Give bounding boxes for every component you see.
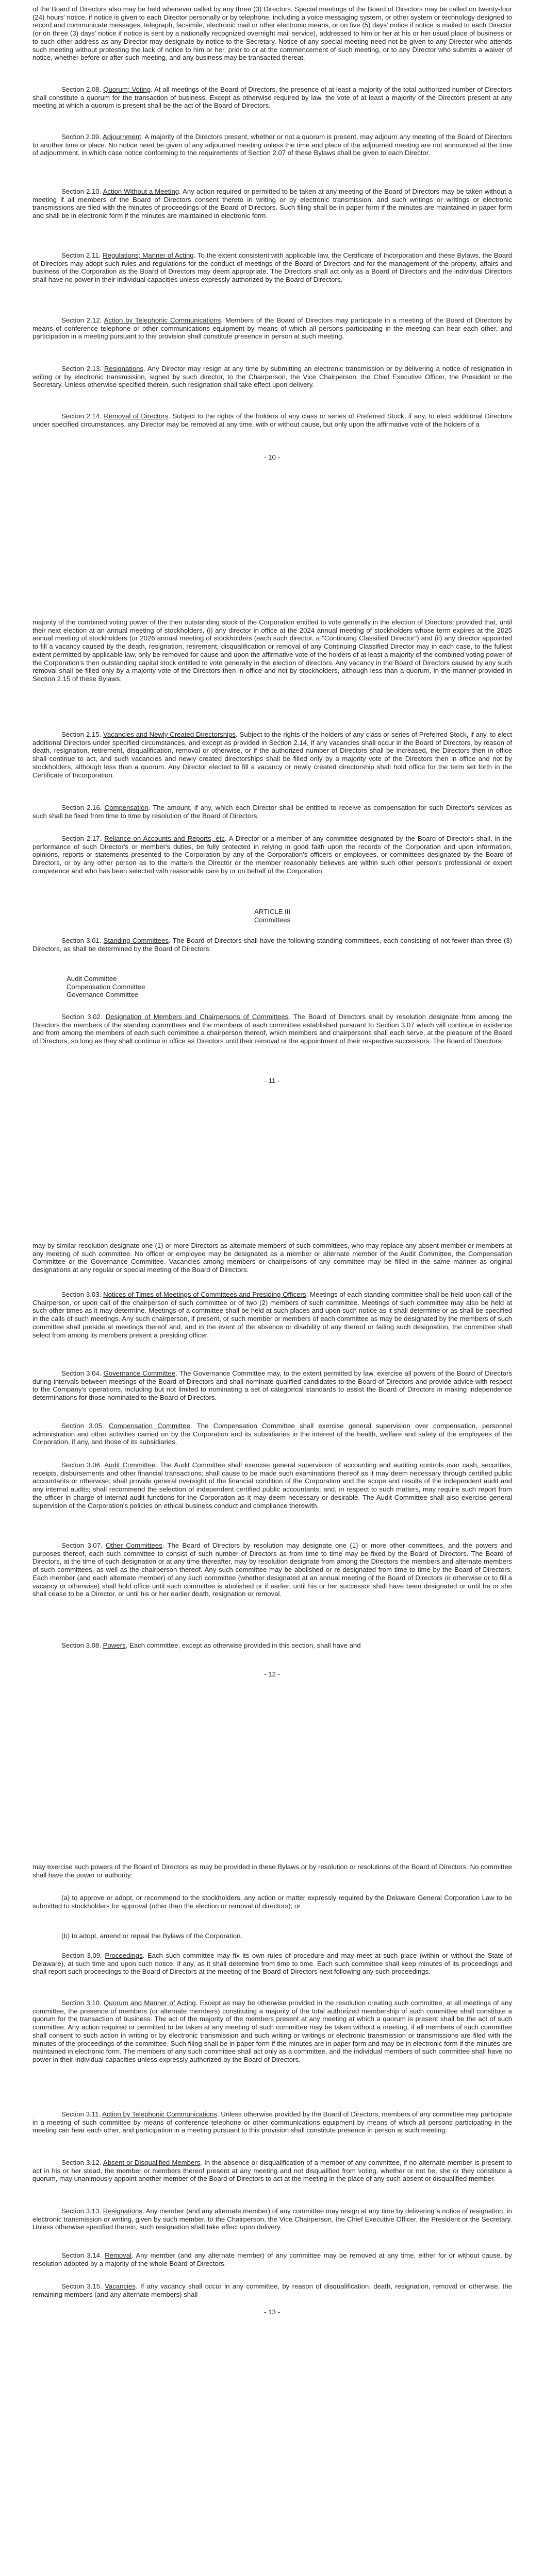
section-3-04: Section 3.04. Governance Committee. The Governance Committee may, to the extent permitted by law, exercise all powers of the Board of Directors during intervals between meetings of the Board of Directors and shall nominate qualified candidates to the Board of Directors and provide advice with respect to the Company's operations, including but not limited to nominating a set of categorical standards to assist the Board of Directors in making independence determinations for those nominated to the Board of Directors. bbox=[32, 1369, 512, 1402]
page-number: - 13 - bbox=[264, 2308, 280, 2316]
section-3-11: Section 3.11. Action by Telephonic Communications. Unless otherwise provided by the Board of Directors, members of any committee may participate in a meeting of such committee by means of conference telephone or other communications equipment by means of which all persons participating in the meeting can hear each other, and participation in a meeting pursuant to this provision shall constitute presence in person at such meeting. bbox=[32, 2110, 512, 2134]
section-2-12: Section 2.12. Action by Telephonic Communications. Members of the Board of Directors may participate in a meeting of the Board of Directors by means of conference telephone or other communications equipment by means of which all persons participating in the meeting can hear each other, and participation in a meeting pursuant to this provision shall constitute presence in person at such meeting. bbox=[32, 316, 512, 341]
section-3-13: Section 3.13. Resignations. Any member (and any alternate member) of any committee may resign at any time by delivering a notice of resignation, in electronic transmission or writing, given by such member, to the Chairperson, the Vice Chairperson, the Chief Executive Officer, the President or the Secretary. Unless otherwise specified therein, such resignation shall take effect upon delivery. bbox=[32, 2207, 512, 2231]
section-title: Compensation bbox=[104, 804, 149, 811]
section-2-13: Section 2.13. Resignations. Any Director may resign at any time by submitting an electronic transmission or by delivering a notice of resignation in writing or by electronic transmission, signed by such director, to the Chairperson, the Vice Chairperson, the Chief Executive Officer, the President or the Secretary. Unless otherwise specified therein, such resignation shall take effect upon delivery. bbox=[32, 365, 512, 389]
section-title: Adjournment bbox=[102, 133, 141, 141]
page-10-intro: of the Board of Directors also may be held whenever called by any three (3) Directors. Special meetings of the Board of Directors may be called on twenty-four (24) hours' notice, if notice is given to each Director personally or by telephone, including a voice messaging system, or other system or technology designed to record and communicate messages, telegraph, facsimile, electronic mail or other electronic means, or on five (5) days' notice if notice is mailed to each Director (or on three (3) days' notice if notice is sent by a nationally recognized overnight mail service), addressed to him or her at his or her usual place of business or to such other address as any Director may designate by notice to the Secretary. Notice of any special meeting need not be given to any Director who attends such meeting without protesting the lack of notice to him or her, prior to or at the commencement of such meeting, or to any Director who submits a waiver of notice, whether before or after such meeting, and any business may be transacted thereat. bbox=[32, 5, 512, 62]
item-a: (a) to approve or adopt, or recommend to the stockholders, any action or matter expressly required by the Delaware General Corporation Law to be submitted to stockholders for approval (other than the election or removal of directors); or bbox=[32, 1894, 512, 1910]
section-3-14: Section 3.14. Removal. Any member (and any alternate member) of any committee may be removed at any time, either for or without cause, by resolution adopted by a majority of the whole Board of Directors. bbox=[32, 2251, 513, 2267]
section-2-09: Section 2.09. Adjournment. A majority of the Directors present, whether or not a quorum is present, may adjourn any meeting of the Board of Directors to another time or place. No notice need be given of any adjourned meeting unless the time and place of the adjourned meeting are not announced at the time of adjournment, in which case notice conforming to the requirements of Section 2.07 of these Bylaws shall be given to each Director. bbox=[32, 133, 512, 157]
section-2-08: Section 2.08. Quorum; Voting. At all meetings of the Board of Directors, the presence of at least a majority of the total authorized number of Directors shall constitute a quorum for the transaction of business. Except as otherwise required by law, the vote of at least a majority of the Directors present at any meeting at which a quorum is present shall be the act of the Board of Directors. bbox=[32, 86, 512, 110]
section-3-02: Section 3.02. Designation of Members and Chairpersons of Committees. The Board of Directors shall by resolution designate from among the Directors the members of the standing committees and the members of each committee established pursuant to Section 3.07 which will continue in existence and from among the members of each such committee a chairperson thereof, which members and chairpersons shall each serve, at the pleasure of the Board of Directors, so long as they shall continue in office as Directors until their removal or the appointment of their respective successors. The Board of Directors bbox=[32, 1013, 512, 1045]
section-title: Quorum and Manner of Acting bbox=[104, 1999, 196, 2007]
section-3-01: Section 3.01. Standing Committees. The Board of Directors shall have the following standing committees, each consisting of not fewer than three (3) Directors, as shall be determined by the Board of Directors: bbox=[32, 937, 512, 953]
section-title: Proceedings bbox=[105, 1952, 143, 1959]
section-title: Resignations bbox=[104, 365, 144, 372]
section-2-17: Section 2.17. Reliance on Accounts and Reports, etc. A Director or a member of any committee designated by the Board of Directors shall, in the performance of such Director's or member's duties, be fully protected in relying in good faith upon the records of the Corporation and upon information, opinions, reports or statements presented to the Corporation by any of the Corporation's officers or employees, or committees designated by the Board of Directors, or by any other person as to the matters the Director or the member reasonably believes are within such other person's professional or expert competence and who has been selected with reasonable care by or on behalf of the Corporation. bbox=[32, 835, 513, 875]
section-2-14: Section 2.14. Removal of Directors. Subject to the rights of the holders of any class or series of Preferred Stock, if any, to elect additional Directors under specified circumstances, any Director may be removed at any time, with or without cause, but only upon the affirmative vote of the holders of a bbox=[32, 412, 513, 428]
section-title: Removal bbox=[105, 2251, 132, 2259]
section-title: Action by Telephonic Communications bbox=[104, 316, 221, 324]
section-title: Audit Committee bbox=[104, 1461, 156, 1469]
section-title: Governance Committee bbox=[103, 1369, 176, 1377]
section-3-10: Section 3.10. Quorum and Manner of Acting. Except as may be otherwise provided in the resolution creating such committee, at all meetings of any committee, the presence of members (or alternate members) constituting a majority of the total authorized membership of such committee shall constitute a quorum for the transaction of business. The act of the majority of the members present at any meeting at which a quorum is present shall be the act of such committee. Any action required or permitted to be taken at any meeting of such committee may be taken without a meeting, if all members of such committee shall consent to such action in writing or by electronic transmission and such writing or writings or electronic transmission or transmissions are filed with the minutes of the proceedings of the committee. Such filing shall be in paper form if the minutes are in paper form and may be in electronic form if the minutes are maintained in electronic form. The members of any such committee shall act only as a committee, and the individual members of such committee shall have no power in their individual capacities unless expressly authorized by the Board of Directors. bbox=[32, 1999, 512, 2063]
section-title: Standing Committees bbox=[103, 937, 169, 944]
page-12-intro: may by similar resolution designate one (1) or more Directors as alternate members of such committees, who may replace any absent member or members at any meeting of such committee. No officer or employee may be designated as a member or alternate member of the Audit Committee, the Compensation Committee or the Governance Committee. Vacancies among members or chairpersons of any committee may be filled in the same manner as original designations at any regular or special meeting of the Board of Directors. bbox=[32, 1242, 512, 1274]
article-title: Committees bbox=[254, 916, 291, 924]
page-number: - 11 - bbox=[264, 1077, 280, 1084]
section-3-15: Section 3.15. Vacancies. If any vacancy shall occur in any committee, by reason of disqualification, death, resignation, removal or otherwise, the remaining members (and any alternate members) shall bbox=[32, 2282, 512, 2298]
section-2-10: Section 2.10. Action Without a Meeting. Any action required or permitted to be taken at any meeting of the Board of Directors may be taken without a meeting if all members of the Board of Directors consent thereto in writing or by electronic transmission, and such writings or writings or electronic transmissions are filed with the minutes of proceedings of the Board of Directors. Such filing shall be in paper form if the minutes are maintained in paper form and shall be in electronic form if the minutes are maintained in electronic form. bbox=[32, 188, 513, 220]
section-title: Quorum; Voting bbox=[103, 86, 151, 93]
section-title: Notices of Times of Meetings of Committees and Presiding Officers bbox=[103, 1291, 306, 1298]
section-title: Resignations bbox=[103, 2207, 142, 2215]
page-13-intro: may exercise such powers of the Board of Directors as may be provided in these Bylaws or by resolution or resolutions of the Board of Directors. No committee shall have the power or authority: bbox=[32, 1863, 512, 1879]
section-title: Compensation Committee bbox=[108, 1422, 190, 1430]
list-item: Audit Committee bbox=[67, 975, 117, 982]
item-b: (b) to adopt, amend or repeal the Bylaws of the Corporation. bbox=[61, 1932, 243, 1940]
section-title: Removal of Directors bbox=[104, 412, 169, 420]
section-2-15: Section 2.15. Vacancies and Newly Created Directorships. Subject to the rights of the holders of any class or series of Preferred Stock, if any, to elect additional Directors under specified circumstances, and except as provided in Section 2.14, if any vacancies shall occur in the Board of Directors, by reason of death, resignation, retirement, disqualification, removal or otherwise, or if the authorized number of Directors shall be increased, the Directors then in office shall continue to act, and such vacancies and newly created directorships shall be filled only by a majority vote of the Directors then in office and not by stockholders, although less than a quorum. Any Director elected to fill a vacancy or newly created directorship shall hold office for the term set forth in the Certificate of Incorporation. bbox=[32, 731, 512, 779]
section-title: Powers bbox=[103, 1641, 126, 1649]
section-title: Action Without a Meeting bbox=[103, 188, 179, 195]
section-title: Designation of Members and Chairpersons of Committees bbox=[105, 1013, 289, 1021]
section-title: Regulations; Manner of Acting bbox=[103, 251, 194, 259]
section-3-03: Section 3.03. Notices of Times of Meetings of Committees and Presiding Officers. Meetings of each standing committee shall be held upon call of the Chairperson, or upon call of the chairperson of such committee or of two (2) members of such committee. Meetings of such committee may also be held at such other times as it may determine. Meetings of a committee shall be held at such places and upon such notice as it shall determine or as shall be specified in the calls of such meetings. Any such chairperson, if present, or such member or members of each committee as may be designated by the members of such committee shall preside at meetings thereof and, and in the event of the absence or disability of any thereof or failing such designation, the committee shall select from among its members present a presiding officer. bbox=[32, 1291, 512, 1339]
section-title: Vacancies bbox=[105, 2282, 136, 2290]
section-3-08: Section 3.08. Powers. Each committee, except as otherwise provided in this section, shall have and bbox=[61, 1641, 361, 1649]
section-3-09: Section 3.09. Proceedings. Each such committee may fix its own rules of procedure and may meet at such place (within or without the State of Delaware), at such time and upon such notice, if any, as it shall determine from time to time. Each such committee shall keep minutes of its proceedings and shall report such proceedings to the Board of Directors at the meeting of the Board of Directors next following any such proceedings. bbox=[32, 1952, 512, 1976]
section-title: Action by Telephonic Communications bbox=[102, 2110, 217, 2118]
page-number: - 10 - bbox=[264, 453, 280, 461]
list-item: Governance Committee bbox=[67, 991, 139, 999]
section-title: Vacancies and Newly Created Directorships bbox=[103, 731, 236, 738]
article-heading: ARTICLE III bbox=[254, 908, 291, 916]
section-3-07: Section 3.07. Other Committees. The Board of Directors by resolution may designate one (1) or more other committees, and the powers and purposes thereof, each such committee to consist of such number of Directors as from time to time may be fixed by the Board of Directors. The Board of Directors, at the time of such designation or at any time thereafter, may by resolution designate from among the Directors the members and alternate members of such committees, as well as the chairperson thereof. Any such committee may be abolished or re-designated from time to time by the Board of Directors. Each member (and each alternate member) of any such committee (whether designated at an annual meeting of the Board of Directors or otherwise or to fill a vacancy or otherwise) shall hold office until such committee is abolished or if earlier, until his or her successor shall have been designated or until he or she shall cease to be a Director, or until his or her earlier death, resignation or removal. bbox=[32, 1541, 512, 1598]
section-3-06: Section 3.06. Audit Committee. The Audit Committee shall exercise general supervision of accounting and auditing controls over cash, securities, receipts, disbursements and other financial transactions; shall cause to be made such examinations thereof as it may deem necessary through certified public accountants or otherwise; shall provide general oversight of the financial condition of the Corporation and the scope and results of the independent audit and any internal audits; shall recommend the selection of independent certified public accountants; and, in respect to such matters, may require such report from the officer in charge of internal audit functions for the Corporation as it may deem necessary or desirable. The Audit Committee shall also exercise general supervision of the Corporation's policies on ethical business conduct and compliance therewith. bbox=[32, 1461, 513, 1510]
section-title: Absent or Disqualified Members bbox=[103, 2159, 201, 2166]
section-title: Reliance on Accounts and Reports, etc bbox=[104, 835, 225, 842]
committee-list bbox=[32, 975, 512, 999]
section-2-16: Section 2.16. Compensation. The amount, if any, which each Director shall be entitled to receive as compensation for such Director's services as such shall be fixed from time to time by resolution of the Board of Directors. bbox=[32, 804, 512, 820]
section-3-12: Section 3.12. Absent or Disqualified Members. In the absence or disqualification of a member of any committee, if no alternate member is present to act in his or her stead, the member or members thereof present at any meeting and not disqualified from voting, whether or not he, she or they constitute a quorum, may unanimously appoint another member of the Board of Directors to act at the meeting in the place of any such absent or disqualified member. bbox=[32, 2159, 513, 2183]
list-item: Compensation Committee bbox=[67, 982, 145, 991]
page-11-intro: majority of the combined voting power of the then outstanding stock of the Corporation entitled to vote generally in the election of Directors; provided that, until their next election at an annual meeting of stockholders, (i) any director in office at the 2024 annual meeting of stockholders whose term expires at the 2025 annual meeting of stockholders (or 2026 annual meeting of stockholders (each such director, a "Continuing Classified Director") and (ii) any director appointed to fill a vacancy caused by the death, resignation, retirement, disqualification or removal of any Continuing Classified Director may in each case, to the fullest extent permitted by applicable law, only be removed for cause and upon the affirmative vote of the holders of at least a majority of the combined voting power of the Corporation's then outstanding capital stock entitled to vote generally in the election of directors. Any vacancy in the Board of Directors caused by any such removal shall be filled only by a majority vote of the Directors then in office and not by stockholders, although less than a quorum, in the manner provided in Section 2.15 of these Bylaws. bbox=[32, 618, 513, 683]
section-3-05: Section 3.05. Compensation Committee. The Compensation Committee shall exercise general supervision over compensation, personnel administration and other activities carried on by the Corporation and its subsidiaries in the interest of the health, welfare and safety of the employees of the Corporation, if any, and those of its subsidiaries. bbox=[32, 1422, 512, 1446]
section-title: Other Committees bbox=[106, 1541, 162, 1549]
page-number: - 12 - bbox=[264, 1670, 280, 1678]
section-2-11: Section 2.11. Regulations; Manner of Acting. To the extent consistent with applicable law, the Certificate of Incorporation and these Bylaws, the Board of Directors may adopt such rules and regulations for the conduct of meetings of the Board of Directors and for the management of the property, affairs and business of the Corporation as the Board of Directors may deem appropriate. The Directors shall act only as a Board of Directors and the individual Directors shall have no power in their individual capacities unless expressly authorized by the Board of Directors. bbox=[32, 251, 512, 284]
